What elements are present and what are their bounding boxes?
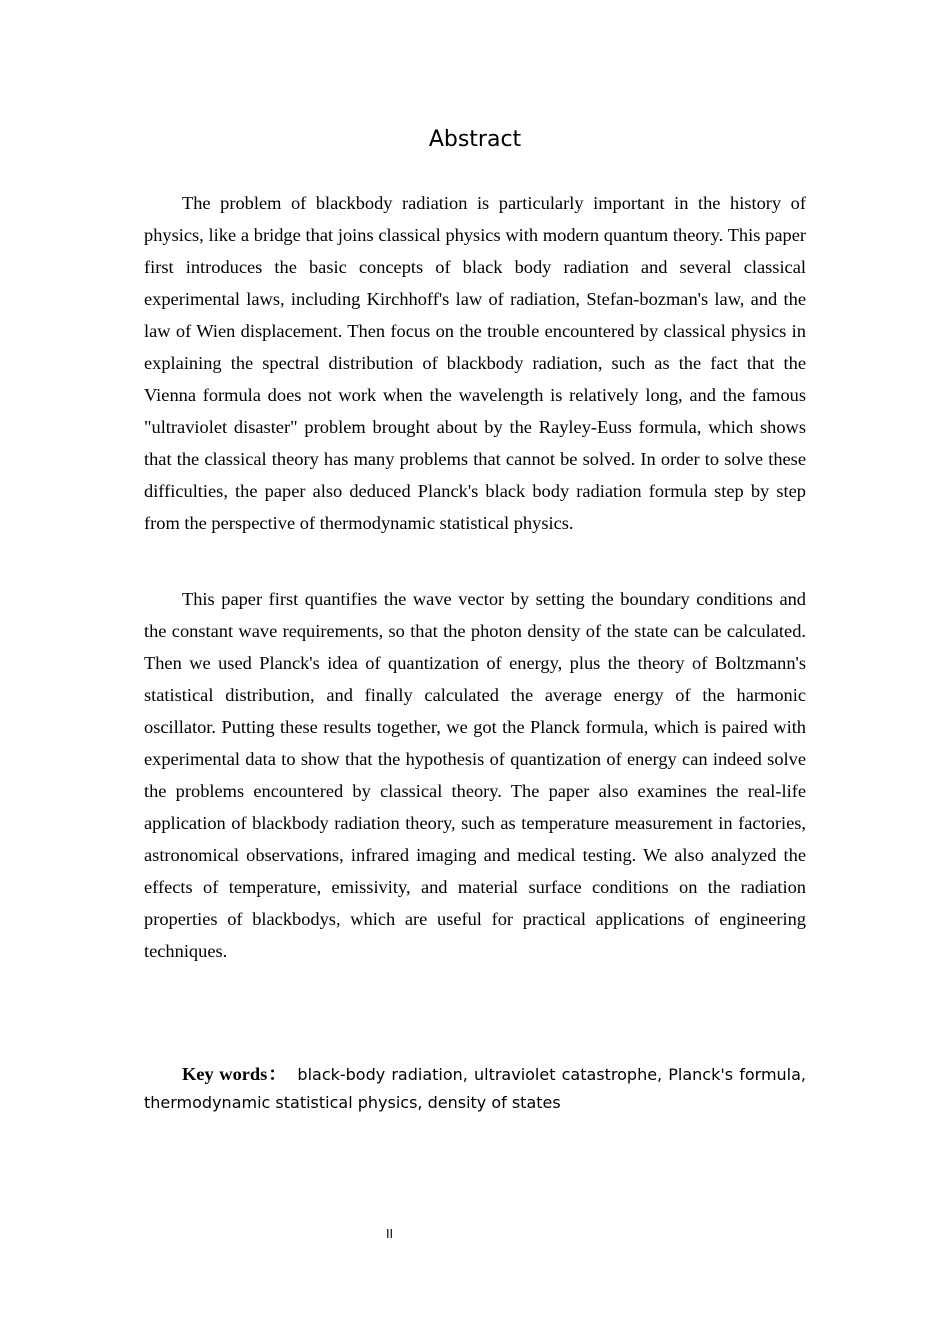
abstract-paragraph-1: The problem of blackbody radiation is particularly important in the history of physics, like a bridge that joins classical physics with modern quantum theory. This paper first introduces the basic concepts of black body radiation and several classical experimental laws, including Kirchhoff's law of radiation, Stefan-bozman's law, and the law of Wien displacement. Then focus on the trouble encountered by classical physics in explaining the spectral distribution of blackbody radiation, such as the fact that the Vienna formula does not work when the wavelength is relatively long, and the famous "ultraviolet disaster" problem brought about by the Rayley-Euss formula, which shows that the classical theory has many problems that cannot be solved. In order to solve these difficulties, the paper also deduced Planck's black body radiation formula step by step from the perspective of thermodynamic statistical physics. [144, 193, 806, 533]
abstract-paragraph-2: This paper first quantifies the wave vector by setting the boundary conditions and the constant wave requirements, so that the photon density of the state can be calculated. Then we used Planck's idea of quantization of energy, plus the theory of Boltzmann's statistical distribution, and finally calculated the average energy of the harmonic oscillator. Putting these results together, we got the Planck formula, which is paired with experimental data to show that the hypothesis of quantization of energy can indeed solve the problems encountered by classical theory. The paper also examines the real-life application of blackbody radiation theory, such as temperature measurement in factories, astronomical observations, infrared imaging and medical testing. We also analyzed the effects of temperature, emissivity, and material surface conditions on the radiation properties of blackbodys, which are useful for practical applications of engineering techniques. [144, 589, 806, 961]
page-number: II [386, 1227, 394, 1241]
keywords-block [144, 1060, 806, 1117]
keywords-text: black-body radiation, ultraviolet catastrophe, Planck's formula, thermodynamic statistical physics, density of states [144, 1065, 807, 1112]
keywords-label: Key words [182, 1064, 268, 1084]
abstract-title: Abstract [428, 127, 522, 152]
keywords-colon: ： [267, 1064, 288, 1085]
